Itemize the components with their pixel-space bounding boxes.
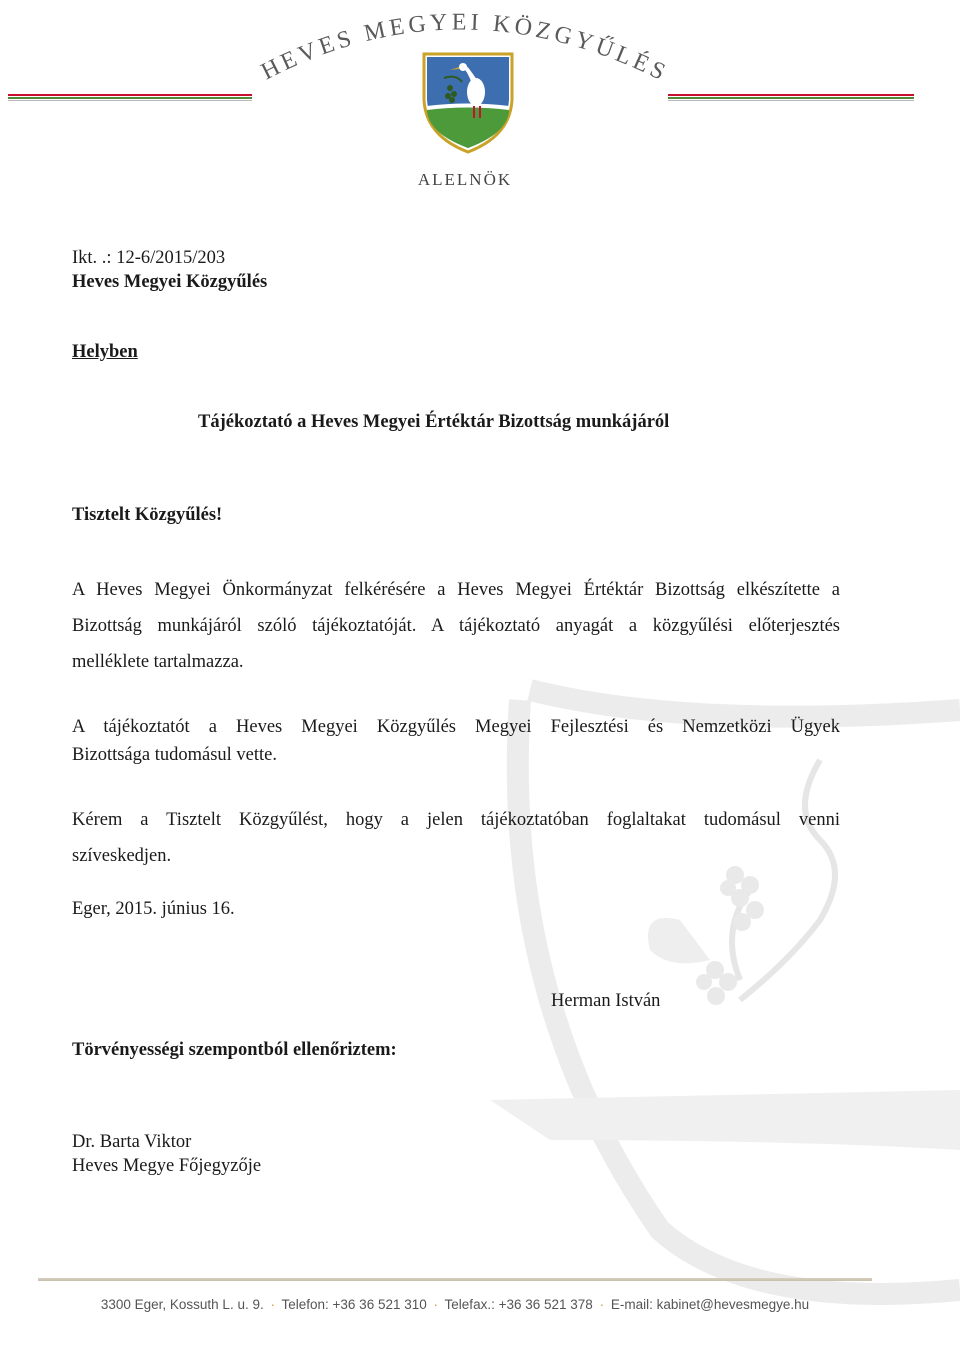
paragraph-3: [72, 802, 840, 874]
footer-email[interactable]: E-mail: kabinet@hevesmegye.hu: [610, 1297, 810, 1312]
header-stripe-left: [8, 94, 252, 103]
header-subtitle: ALELNÖK: [417, 170, 513, 189]
paragraph-1: [72, 572, 840, 680]
footer-separator: ·: [270, 1297, 275, 1312]
arc-title-label: HEVES MEGYEI KÖZGYŰLÉS: [257, 9, 673, 88]
salutation: Tisztelt Közgyűlés!: [72, 505, 223, 525]
paragraph-1-line: melléklete tartalmazza.: [72, 652, 244, 672]
header-stripe-right: [668, 94, 914, 103]
place-date: Eger, 2015. június 16.: [72, 899, 235, 919]
paragraph-3-line: Kérem a Tisztelt Közgyűlést, hogy a jelen tájékoztatóban foglaltakat tudomásul venni: [72, 810, 840, 830]
footer-phone: Telefon: +36 36 521 310: [281, 1297, 427, 1312]
footer-separator: ·: [599, 1297, 605, 1312]
paragraph-2: [72, 713, 840, 769]
subject-heading: Tájékoztató a Heves Megyei Értéktár Bizottság munkájáról: [198, 412, 670, 432]
paragraph-2-line: A tájékoztatót a Heves Megyei Közgyűlés Megyei Fejlesztési és Nemzetközi Ügyek: [72, 717, 840, 737]
footer-contact: [38, 1297, 872, 1312]
checker-title: Heves Megye Főjegyzője: [72, 1156, 262, 1176]
paragraph-1-line: A Heves Megyei Önkormányzat felkérésére a Heves Megyei Értéktár Bizottság elkészítette a: [72, 580, 840, 600]
paragraph-3-line: szíveskedjen.: [72, 846, 172, 866]
reference-number: Ikt. .: 12-6/2015/203: [72, 248, 226, 268]
paragraph-2-line: Bizottsága tudomásul vette.: [72, 745, 277, 765]
legal-check-label: Törvényességi szempontból ellenőriztem:: [72, 1040, 397, 1060]
addressee: Heves Megyei Közgyűlés: [72, 272, 268, 292]
checker-name: Dr. Barta Viktor: [72, 1132, 192, 1152]
footer-separator: ·: [433, 1297, 439, 1312]
coat-of-arms-logo: [420, 48, 516, 154]
signatory-name: Herman István: [551, 991, 661, 1011]
footer-divider: [38, 1278, 872, 1281]
location: Helyben: [72, 342, 138, 362]
paragraph-1-line: Bizottság munkájáról szóló tájékoztatóját. A tájékoztató anyagát a közgyűlési előterjesztés: [72, 616, 840, 636]
footer-address: 3300 Eger, Kossuth L. u. 9.: [100, 1297, 264, 1312]
footer-fax: Telefax.: +36 36 521 378: [444, 1297, 593, 1312]
